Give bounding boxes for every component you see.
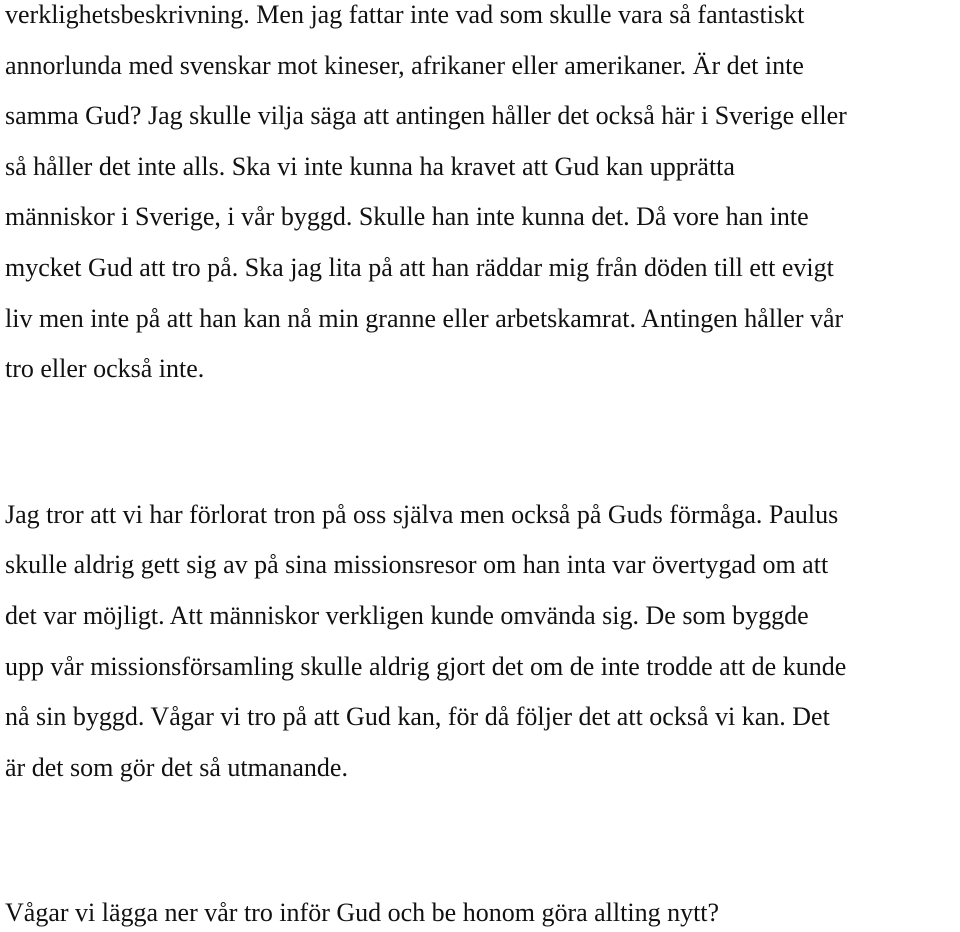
text-line: Vågar vi lägga ner vår tro inför Gud och be honom göra allting nytt?	[5, 898, 720, 927]
text-line: tro eller också inte.	[5, 354, 205, 383]
text-line: samma Gud? Jag skulle vilja säga att antingen håller det också här i Sverige eller	[5, 101, 847, 130]
text-line: det var möjligt. Att människor verkligen kunde omvända sig. De som byggde	[5, 601, 809, 630]
text-line: så håller det inte alls. Ska vi inte kunna ha kravet att Gud kan upprätta	[5, 152, 735, 181]
text-line: människor i Sverige, i vår byggd. Skulle han inte kunna det. Då vore han inte	[5, 202, 809, 231]
text-line: nå sin byggd. Vågar vi tro på att Gud kan, för då följer det att också vi kan. Det	[5, 702, 830, 731]
text-line: är det som gör det så utmanande.	[5, 753, 348, 782]
text-line: upp vår missionsförsamling skulle aldrig gjort det om de inte trodde att de kunde	[5, 652, 847, 681]
text-line: liv men inte på att han kan nå min granne eller arbetskamrat. Antingen håller vår	[5, 304, 844, 333]
text-line: verklighetsbeskrivning. Men jag fattar inte vad som skulle vara så fantastiskt	[5, 0, 805, 29]
text-line: annorlunda med svenskar mot kineser, afrikaner eller amerikaner. Är det inte	[5, 51, 804, 80]
text-line: skulle aldrig gett sig av på sina missionsresor om han inta var övertygad om att	[5, 550, 829, 579]
text-line: mycket Gud att tro på. Ska jag lita på att han räddar mig från döden till ett evigt	[5, 253, 834, 282]
text-line: Jag tror att vi har förlorat tron på oss själva men också på Guds förmåga. Paulus	[5, 500, 839, 529]
